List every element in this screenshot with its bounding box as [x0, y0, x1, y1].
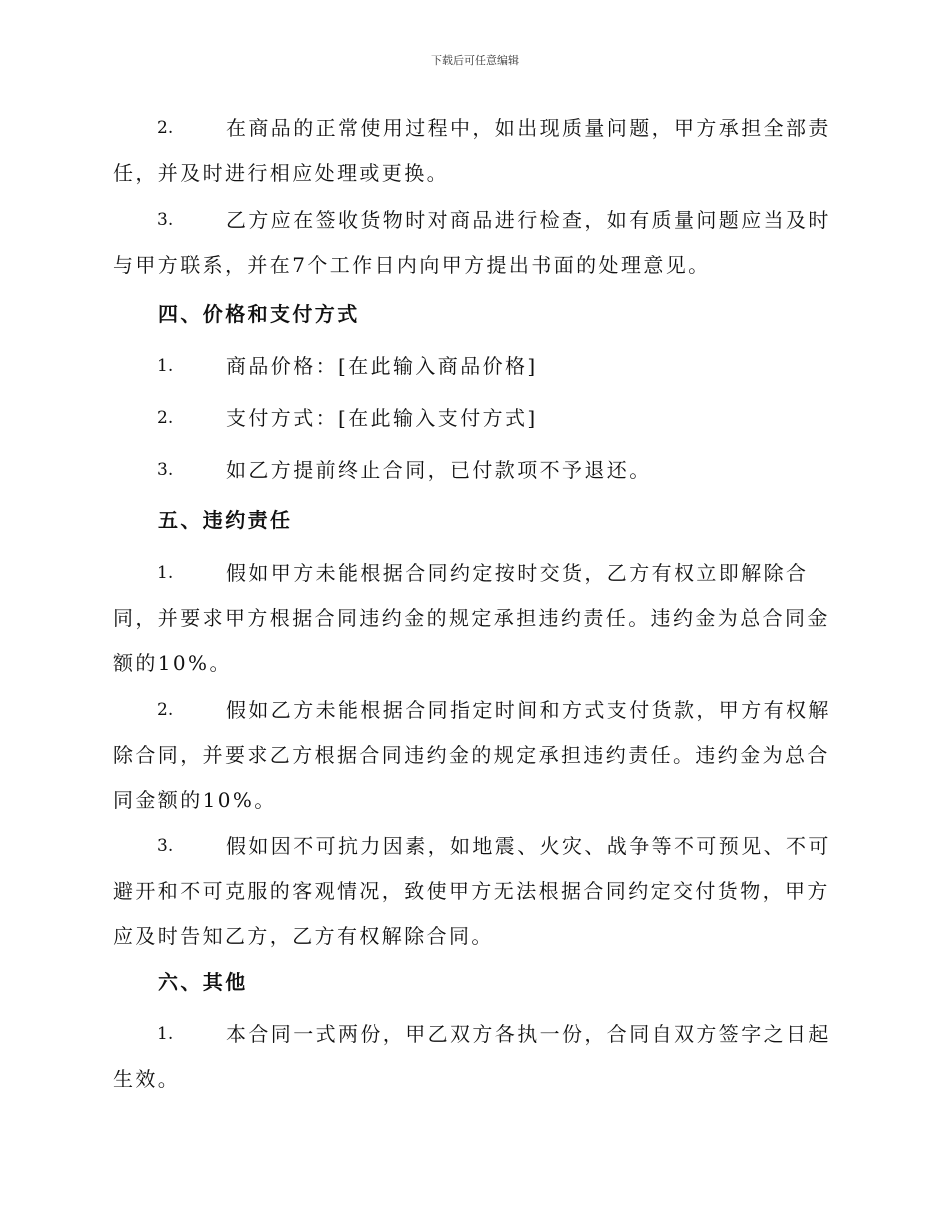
item-text: 假如因不可抗力因素，如地震、火灾、战争等不可预见、不可避开和不可克服的客观情况，致使甲方无法根据合同约定交付货物，甲方应及时告知乙方，乙方有权解除合同。 — [113, 834, 831, 948]
item-text: 支付方式：[在此输入支付方式] — [226, 406, 538, 430]
list-item — [113, 198, 835, 288]
list-item — [113, 344, 835, 389]
item-number: 1. — [157, 563, 174, 583]
item-number: 1. — [157, 356, 174, 376]
item-number: 2. — [157, 118, 174, 138]
item-text: 本合同一式两份，甲乙双方各执一份，合同自双方签字之日起生效。 — [113, 1022, 831, 1091]
item-text: 乙方应在签收货物时对商品进行检查，如有质量问题应当及时与甲方联系，并在7个工作日内向甲方提出书面的处理意见。 — [113, 208, 831, 277]
item-text: 在商品的正常使用过程中，如出现质量问题，甲方承担全部责任，并及时进行相应处理或更换。 — [113, 116, 831, 185]
list-item — [113, 396, 835, 441]
item-number: 2. — [157, 408, 174, 428]
item-text: 如乙方提前终止合同，已付款项不予退还。 — [226, 458, 652, 482]
list-item — [113, 551, 835, 686]
list-item — [113, 448, 835, 493]
section-heading-breach: 五、违约责任 — [158, 508, 293, 532]
section-heading-other: 六、其他 — [158, 970, 248, 994]
item-number: 3. — [157, 210, 174, 230]
item-text: 假如乙方未能根据合同指定时间和方式支付货款，甲方有权解除合同，并要求乙方根据合同违约金的规定承担违约责任。违约金为总合同金额的10%。 — [113, 698, 831, 812]
page-header: 下载后可任意编辑 — [431, 54, 519, 67]
list-item — [113, 106, 835, 196]
list-item — [113, 688, 835, 823]
item-number: 2. — [157, 700, 174, 720]
section-heading-price-payment: 四、价格和支付方式 — [158, 302, 360, 326]
item-text: 假如甲方未能根据合同约定按时交货，乙方有权立即解除合同，并要求甲方根据合同违约金的规定承担违约责任。违约金为总合同金额的10%。 — [113, 561, 830, 675]
item-number: 1. — [157, 1024, 174, 1044]
list-item — [113, 824, 835, 959]
item-text: 商品价格：[在此输入商品价格] — [226, 354, 538, 378]
item-number: 3. — [157, 460, 174, 480]
list-item — [113, 1012, 835, 1102]
item-number: 3. — [157, 836, 174, 856]
